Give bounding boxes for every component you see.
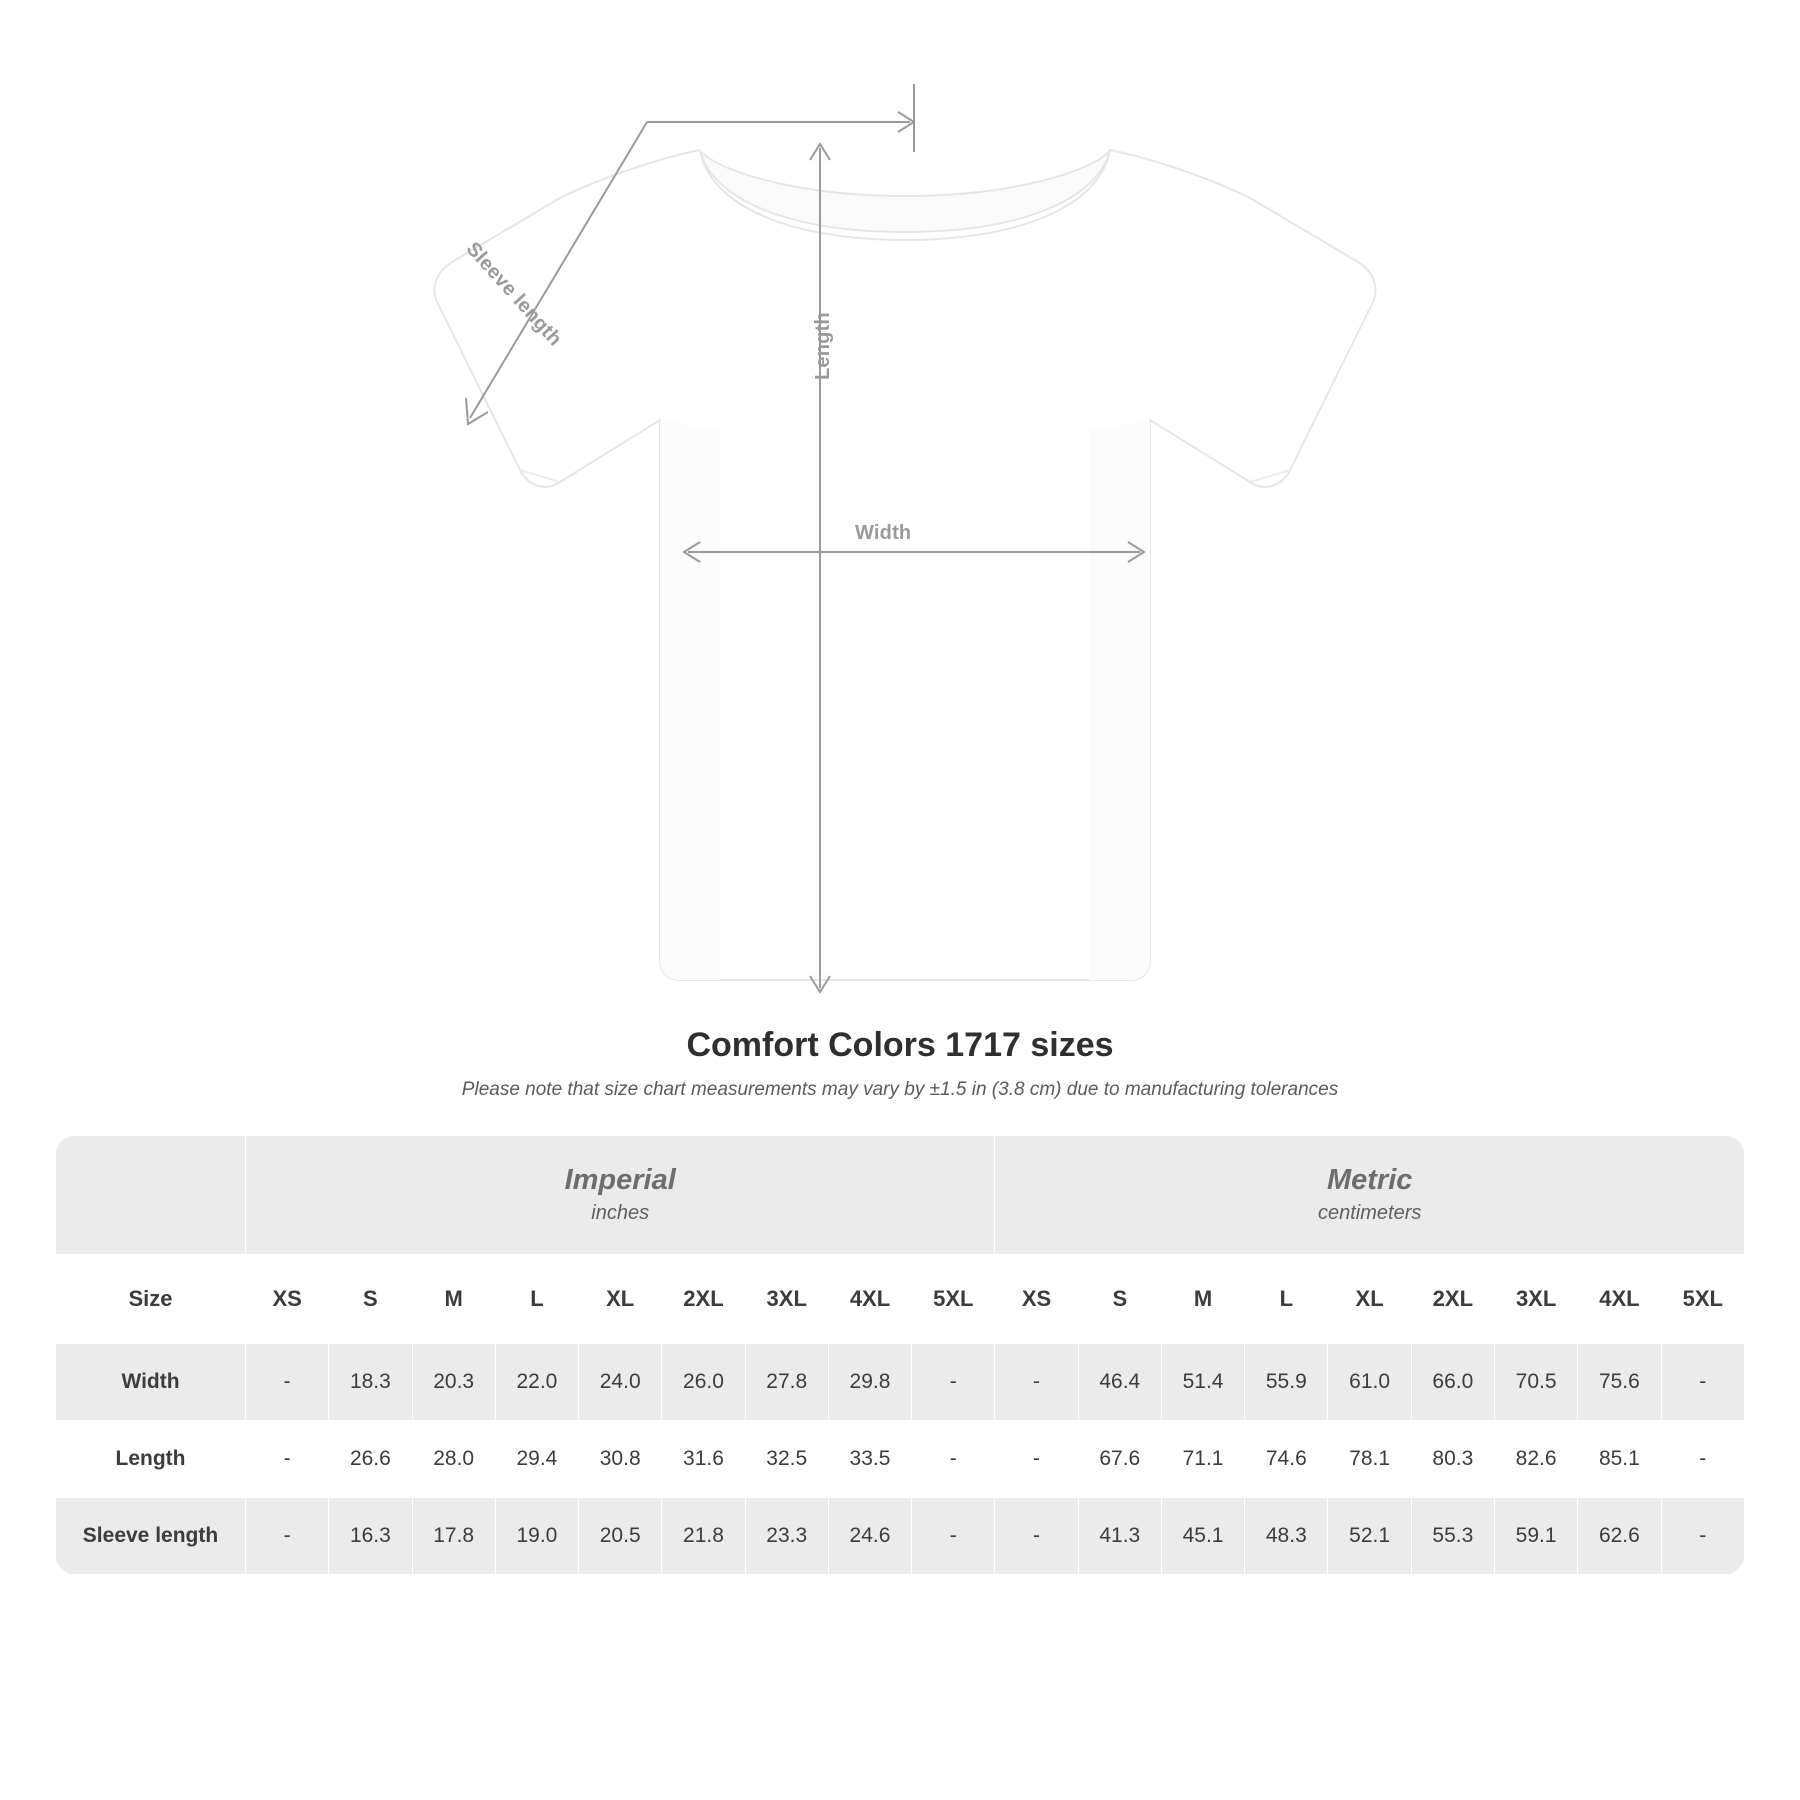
cell-sleeve-length-imperial-4xl: 24.6 xyxy=(828,1498,911,1575)
cell-width-metric-xl: 61.0 xyxy=(1328,1344,1411,1421)
cell-sleeve-length-imperial-m: 17.8 xyxy=(412,1498,495,1575)
column-header-size-imperial-xs: XS xyxy=(246,1255,329,1344)
cell-length-metric-5xl: - xyxy=(1661,1421,1744,1498)
cell-width-imperial-5xl: - xyxy=(912,1344,995,1421)
cell-width-metric-4xl: 75.6 xyxy=(1578,1344,1661,1421)
cell-width-imperial-s: 18.3 xyxy=(329,1344,412,1421)
column-header-size-imperial-s: S xyxy=(329,1255,412,1344)
cell-sleeve-length-imperial-l: 19.0 xyxy=(495,1498,578,1575)
cell-sleeve-length-metric-3xl: 59.1 xyxy=(1494,1498,1577,1575)
cell-sleeve-length-metric-4xl: 62.6 xyxy=(1578,1498,1661,1575)
column-header-size-metric-5xl: 5XL xyxy=(1661,1255,1744,1344)
cell-width-metric-2xl: 66.0 xyxy=(1411,1344,1494,1421)
cell-sleeve-length-metric-l: 48.3 xyxy=(1245,1498,1328,1575)
cell-width-metric-l: 55.9 xyxy=(1245,1344,1328,1421)
cell-length-imperial-s: 26.6 xyxy=(329,1421,412,1498)
page-title: Comfort Colors 1717 sizes xyxy=(686,1026,1114,1064)
column-header-size-imperial-xl: XL xyxy=(579,1255,662,1344)
cell-sleeve-length-imperial-xl: 20.5 xyxy=(579,1498,662,1575)
size-header-row xyxy=(56,1255,1745,1344)
unit-group-metric-sub: centimeters xyxy=(1318,1202,1422,1225)
cell-length-metric-4xl: 85.1 xyxy=(1578,1421,1661,1498)
row-header-length: Length xyxy=(56,1421,246,1498)
cell-length-imperial-5xl: - xyxy=(912,1421,995,1498)
cell-sleeve-length-metric-xs: - xyxy=(995,1498,1078,1575)
column-header-size-imperial-5xl: 5XL xyxy=(912,1255,995,1344)
cell-length-imperial-l: 29.4 xyxy=(495,1421,578,1498)
cell-width-imperial-l: 22.0 xyxy=(495,1344,578,1421)
row-header-width: Width xyxy=(56,1344,246,1421)
cell-sleeve-length-imperial-3xl: 23.3 xyxy=(745,1498,828,1575)
table-corner-cell xyxy=(56,1136,246,1255)
cell-width-imperial-xs: - xyxy=(246,1344,329,1421)
table-row xyxy=(56,1498,1745,1575)
cell-length-imperial-4xl: 33.5 xyxy=(828,1421,911,1498)
cell-width-metric-xs: - xyxy=(995,1344,1078,1421)
cell-width-imperial-xl: 24.0 xyxy=(579,1344,662,1421)
cell-sleeve-length-metric-5xl: - xyxy=(1661,1498,1744,1575)
cell-width-metric-3xl: 70.5 xyxy=(1494,1344,1577,1421)
sleeve-length-label: Sleeve length xyxy=(461,238,567,351)
cell-length-imperial-xl: 30.8 xyxy=(579,1421,662,1498)
cell-width-imperial-m: 20.3 xyxy=(412,1344,495,1421)
cell-sleeve-length-metric-s: 41.3 xyxy=(1078,1498,1161,1575)
cell-length-metric-s: 67.6 xyxy=(1078,1421,1161,1498)
cell-sleeve-length-imperial-2xl: 21.8 xyxy=(662,1498,745,1575)
width-label: Width xyxy=(855,522,912,544)
length-label: Length xyxy=(812,312,834,380)
column-header-size-metric-2xl: 2XL xyxy=(1411,1255,1494,1344)
column-header-size: Size xyxy=(56,1255,246,1344)
column-header-size-imperial-3xl: 3XL xyxy=(745,1255,828,1344)
column-header-size-imperial-m: M xyxy=(412,1255,495,1344)
column-header-size-imperial-2xl: 2XL xyxy=(662,1255,745,1344)
column-header-size-metric-xs: XS xyxy=(995,1255,1078,1344)
column-header-size-metric-m: M xyxy=(1161,1255,1244,1344)
cell-sleeve-length-imperial-5xl: - xyxy=(912,1498,995,1575)
row-header-sleeve-length: Sleeve length xyxy=(56,1498,246,1575)
size-chart-table xyxy=(55,1135,1745,1575)
title-block xyxy=(0,1026,1800,1101)
cell-width-metric-m: 51.4 xyxy=(1161,1344,1244,1421)
cell-width-metric-s: 46.4 xyxy=(1078,1344,1161,1421)
column-header-size-metric-4xl: 4XL xyxy=(1578,1255,1661,1344)
size-chart-table-wrap xyxy=(55,1135,1745,1575)
cell-length-imperial-xs: - xyxy=(246,1421,329,1498)
tolerance-note: Please note that size chart measurements may vary by ±1.5 in (3.8 cm) due to manufacturing tolerances xyxy=(461,1079,1339,1100)
unit-group-metric xyxy=(995,1136,1745,1255)
cell-length-metric-l: 74.6 xyxy=(1245,1421,1328,1498)
cell-width-imperial-3xl: 27.8 xyxy=(745,1344,828,1421)
unit-header-row xyxy=(56,1136,1745,1255)
column-header-size-metric-s: S xyxy=(1078,1255,1161,1344)
cell-width-metric-5xl: - xyxy=(1661,1344,1744,1421)
unit-group-imperial xyxy=(246,1136,995,1255)
cell-length-imperial-3xl: 32.5 xyxy=(745,1421,828,1498)
cell-length-metric-3xl: 82.6 xyxy=(1494,1421,1577,1498)
cell-sleeve-length-metric-m: 45.1 xyxy=(1161,1498,1244,1575)
column-header-size-imperial-4xl: 4XL xyxy=(828,1255,911,1344)
column-header-size-metric-l: L xyxy=(1245,1255,1328,1344)
cell-width-imperial-4xl: 29.8 xyxy=(828,1344,911,1421)
unit-group-metric-name: Metric xyxy=(1326,1163,1413,1196)
table-row xyxy=(56,1421,1745,1498)
cell-length-metric-2xl: 80.3 xyxy=(1411,1421,1494,1498)
cell-length-imperial-m: 28.0 xyxy=(412,1421,495,1498)
cell-sleeve-length-metric-xl: 52.1 xyxy=(1328,1498,1411,1575)
cell-sleeve-length-metric-2xl: 55.3 xyxy=(1411,1498,1494,1575)
cell-length-metric-xs: - xyxy=(995,1421,1078,1498)
unit-group-imperial-sub: inches xyxy=(591,1202,650,1225)
cell-sleeve-length-imperial-xs: - xyxy=(246,1498,329,1575)
column-header-size-metric-3xl: 3XL xyxy=(1494,1255,1577,1344)
column-header-size-imperial-l: L xyxy=(495,1255,578,1344)
table-row xyxy=(56,1344,1745,1421)
cell-length-metric-xl: 78.1 xyxy=(1328,1421,1411,1498)
cell-length-imperial-2xl: 31.6 xyxy=(662,1421,745,1498)
cell-sleeve-length-imperial-s: 16.3 xyxy=(329,1498,412,1575)
cell-width-imperial-2xl: 26.0 xyxy=(662,1344,745,1421)
unit-group-imperial-name: Imperial xyxy=(564,1163,676,1196)
cell-length-metric-m: 71.1 xyxy=(1161,1421,1244,1498)
column-header-size-metric-xl: XL xyxy=(1328,1255,1411,1344)
tshirt-shape xyxy=(434,150,1375,980)
size-chart-body xyxy=(56,1344,1745,1575)
